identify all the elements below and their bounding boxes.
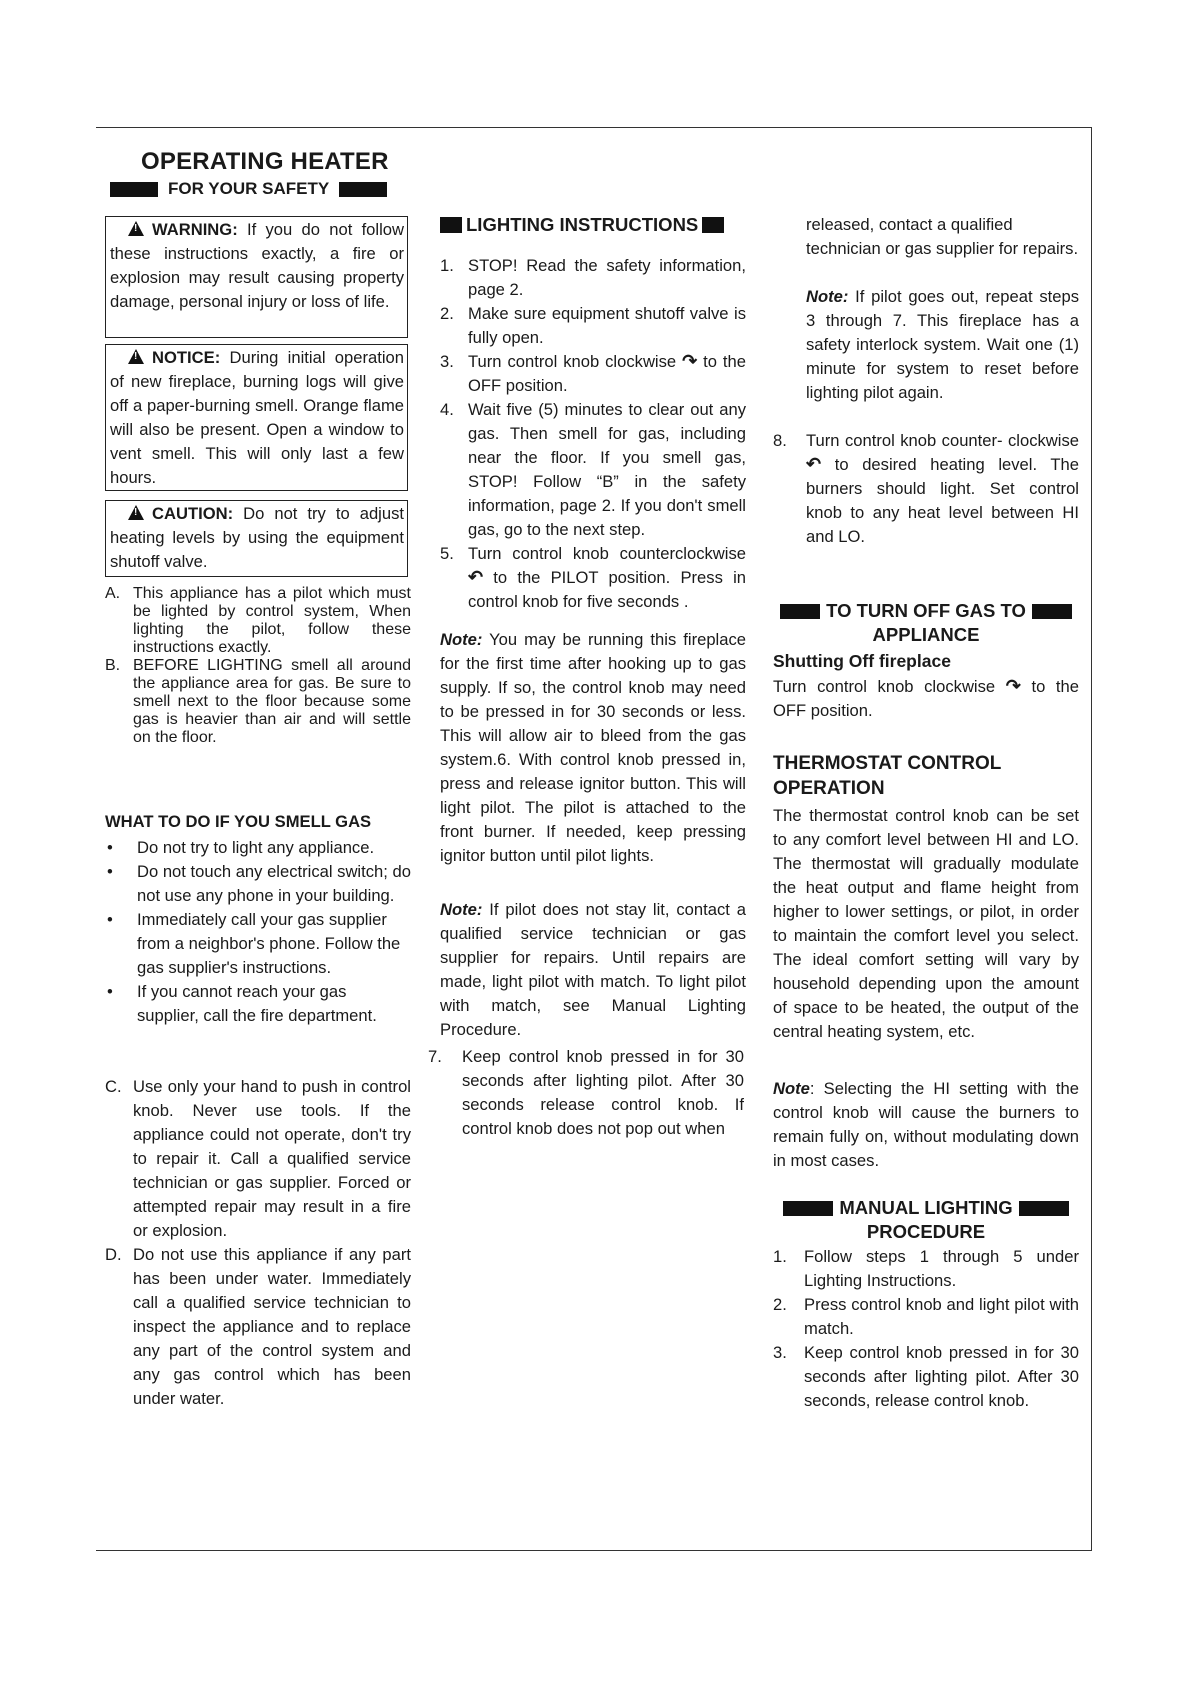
thermostat-heading-line2: OPERATION <box>773 778 885 799</box>
item-text: Do not use this appliance if any part has been under water. Immediately call a qualified service technician to inspect the appliance and to replace any part of the control system and any gas control which has been under water. <box>133 1245 411 1408</box>
note-paragraph <box>806 285 1079 405</box>
bullet-item <box>105 836 411 860</box>
thermostat-heading <box>773 751 1001 801</box>
shutting-off-text-a: Turn control knob clockwise <box>773 677 1006 696</box>
clockwise-arrow-icon: ↷ <box>1005 676 1021 696</box>
step-text: Press control knob and light pilot with match. <box>804 1295 1079 1338</box>
step-text: to the PILOT position. Press in control knob for five seconds . <box>468 568 746 611</box>
note-text: If pilot does not stay lit, contact a qualified service technician or gas supplier for repairs. Until repairs are made, light pilot with match. To light pilot with match, see Manual Lighting Procedure. <box>440 900 746 1039</box>
caution-icon <box>128 505 144 520</box>
note-label: Note: <box>440 900 483 919</box>
note-text: If pilot goes out, repeat steps 3 through 7. This fireplace has a safety interlock system. Wait one (1) minute for system to reset before lighting pilot again. <box>806 287 1079 402</box>
lighting-heading-text: LIGHTING INSTRUCTIONS <box>466 214 699 235</box>
heading-bar-left <box>110 182 158 197</box>
turn-off-heading-line1: TO TURN OFF GAS TO <box>826 600 1026 621</box>
manual-heading-line1: MANUAL LIGHTING <box>839 1197 1013 1218</box>
step-text: Wait five (5) minutes to clear out any gas. Then smell for gas, including near the floor. If you smell gas, STOP! Follow “B” in the safety information, page 2. If you don't smell gas, go to the next step. <box>468 400 746 539</box>
step-text: Turn control knob counterclockwise <box>468 544 746 563</box>
step-marker: 4. <box>440 400 454 419</box>
item-text: Use only your hand to push in control knob. Never use tools. If the appliance could not operate, don't try to repair it. Call a qualified service technician or gas supplier. Forced or attempted repair may result in a fire or explosion. <box>133 1077 411 1240</box>
step-text: Follow steps 1 through 5 under Lighting Instructions. <box>804 1247 1079 1290</box>
bullet-icon: • <box>107 838 113 857</box>
manual-lighting-heading <box>773 1196 1079 1244</box>
bullet-icon: • <box>107 910 113 929</box>
items-cd-list <box>105 1075 411 1411</box>
step-item <box>773 429 1079 549</box>
caution-box <box>105 500 408 577</box>
bullet-icon: • <box>107 982 113 1001</box>
step-text: to desired heating level. The burners should light. Set control knob to any heat level between HI and LO. <box>806 455 1079 546</box>
heading-bar-left <box>783 1201 833 1216</box>
step-item <box>773 1245 1079 1293</box>
item-text: This appliance has a pilot which must be lighted by control system, When lighting the pilot, follow these instructions exactly. <box>133 585 411 656</box>
safety-heading <box>110 178 410 200</box>
note-paragraph <box>773 1077 1079 1173</box>
notice-icon <box>128 349 144 364</box>
smell-gas-list <box>105 836 411 1028</box>
notice-box <box>105 344 408 491</box>
step-text: Turn control knob counter- clockwise <box>806 431 1079 450</box>
heading-bar-right <box>702 217 724 233</box>
caution-text: Do not try to adjust heating levels by using the equipment shutoff valve. <box>110 504 404 571</box>
step-marker: 1. <box>440 256 454 275</box>
turn-off-heading <box>773 599 1079 647</box>
heading-bar-left <box>440 217 462 233</box>
step-marker: 2. <box>440 304 454 323</box>
step-text: to the OFF position. <box>468 352 746 395</box>
lighting-heading <box>440 214 750 236</box>
heading-bar-left <box>780 604 820 619</box>
step-item <box>440 542 746 614</box>
step-marker: 3. <box>440 352 454 371</box>
warning-text: If you do not follow these instructions exactly, a fire or explosion may result causing property damage, personal injury or loss of life. <box>110 220 404 311</box>
bullet-text: If you cannot reach your gas supplier, call the fire department. <box>137 982 377 1025</box>
item-marker: B. <box>105 657 121 674</box>
item-text: BEFORE LIGHTING smell all around the appliance area for gas. Be sure to smell next to the floor because some gas is heavier than air and will settle on the floor. <box>133 657 411 746</box>
step-text: Keep control knob pressed in for 30 seconds after lighting pilot. After 30 seconds, release control knob. <box>804 1343 1079 1410</box>
step-7-continued: released, contact a qualified technician or gas supplier for repairs. <box>806 215 1079 258</box>
shutting-off-text <box>773 675 1079 723</box>
note-label: Note: <box>806 287 849 306</box>
step-marker: 1. <box>773 1247 787 1266</box>
item-marker: C. <box>105 1077 122 1096</box>
heading-bar-right <box>339 182 387 197</box>
notice-lead: NOTICE: <box>152 348 221 367</box>
note-label: Note <box>773 1079 810 1098</box>
bullet-text: Immediately call your gas supplier from a neighbor's phone. Follow the gas supplier's instructions. <box>137 910 401 977</box>
step-item <box>440 398 746 542</box>
item-marker: D. <box>105 1245 122 1264</box>
step-item <box>428 1045 744 1141</box>
list-item <box>105 1243 411 1411</box>
shutting-off-text-b: to the OFF position. <box>773 677 1079 720</box>
list-item <box>105 1075 411 1243</box>
bullet-item <box>105 908 411 980</box>
bullet-icon: • <box>107 862 113 881</box>
bullet-item <box>105 980 411 1028</box>
items-ab-list <box>105 585 411 747</box>
turn-off-heading-line2: APPLIANCE <box>872 624 980 645</box>
thermostat-text: The thermostat control knob can be set to any comfort level between HI and LO. The thermostat will gradually modulate the heat output and flame height from higher to lower settings, or pilot, in order to maintain the comfort level you select. The ideal comfort setting will vary by household depending upon the amount of space to be heated, the output of the central heating system, etc. <box>773 806 1079 1041</box>
warning-lead: WARNING: <box>152 220 238 239</box>
heading-bar-right <box>1019 1201 1069 1216</box>
clockwise-arrow-icon: ↷ <box>682 351 698 371</box>
note-text: : Selecting the HI setting with the control knob will cause the burners to remain fully on, without modulating down in most cases. <box>773 1079 1079 1170</box>
step-item <box>773 1293 1079 1341</box>
step-item <box>440 302 746 350</box>
step-item <box>440 350 746 398</box>
manual-heading-line2: PROCEDURE <box>866 1221 986 1242</box>
warning-icon <box>128 221 144 236</box>
note-paragraph <box>440 898 746 1042</box>
note-paragraph <box>440 628 746 868</box>
step-marker: 5. <box>440 544 454 563</box>
step-text: Make sure equipment shutoff valve is fully open. <box>468 304 746 347</box>
page-title: OPERATING HEATER <box>141 148 389 175</box>
notice-text: During initial operation of new fireplace, burning logs will give off a paper-burning smell. Orange flame will also be present. Open a window to vent smell. This will only last a few hours. <box>110 348 404 487</box>
step-marker: 8. <box>773 431 787 450</box>
item-marker: A. <box>105 585 121 602</box>
step-item <box>440 254 746 302</box>
bullet-item <box>105 860 411 908</box>
smell-gas-heading: WHAT TO DO IF YOU SMELL GAS <box>105 812 372 831</box>
caution-lead: CAUTION: <box>152 504 234 523</box>
lighting-steps-list <box>440 254 746 614</box>
step-text: Turn control knob clockwise <box>468 352 683 371</box>
manual-steps-list <box>773 1245 1079 1413</box>
step-7 <box>428 1045 744 1141</box>
note-text: You may be running this fireplace for the first time after hooking up to gas supply. If so, the control knob may need to be pressed in for 30 seconds or less. This will allow air to bleed from the gas system.6. With control knob pressed in, press and release ignitor button. This will light pilot. The pilot is attached to the front burner. If needed, keep pressing ignitor button until pilot lights. <box>440 630 746 865</box>
step-8 <box>773 429 1079 549</box>
thermostat-heading-line1: THERMOSTAT CONTROL <box>773 753 1002 774</box>
list-item <box>105 585 411 657</box>
list-item <box>105 657 411 747</box>
step-text: Keep control knob pressed in for 30 seconds after lighting pilot. After 30 seconds release control knob. If control knob does not pop out when <box>462 1047 744 1138</box>
shutting-off-heading: Shutting Off fireplace <box>773 651 951 671</box>
heading-bar-right <box>1032 604 1072 619</box>
step-marker: 2. <box>773 1295 787 1314</box>
bullet-text: Do not try to light any appliance. <box>137 838 375 857</box>
note-label: Note: <box>440 630 483 649</box>
counterclockwise-arrow-icon: ↶ <box>806 454 822 474</box>
step-item <box>773 1341 1079 1413</box>
safety-heading-text: FOR YOUR SAFETY <box>168 179 330 198</box>
step-text: STOP! Read the safety information, page 2. <box>468 256 746 299</box>
step-marker: 7. <box>428 1047 442 1066</box>
counterclockwise-arrow-icon: ↶ <box>468 567 484 587</box>
step-marker: 3. <box>773 1343 787 1362</box>
warning-box <box>105 216 408 338</box>
bullet-text: Do not touch any electrical switch; do not use any phone in your building. <box>137 862 411 905</box>
